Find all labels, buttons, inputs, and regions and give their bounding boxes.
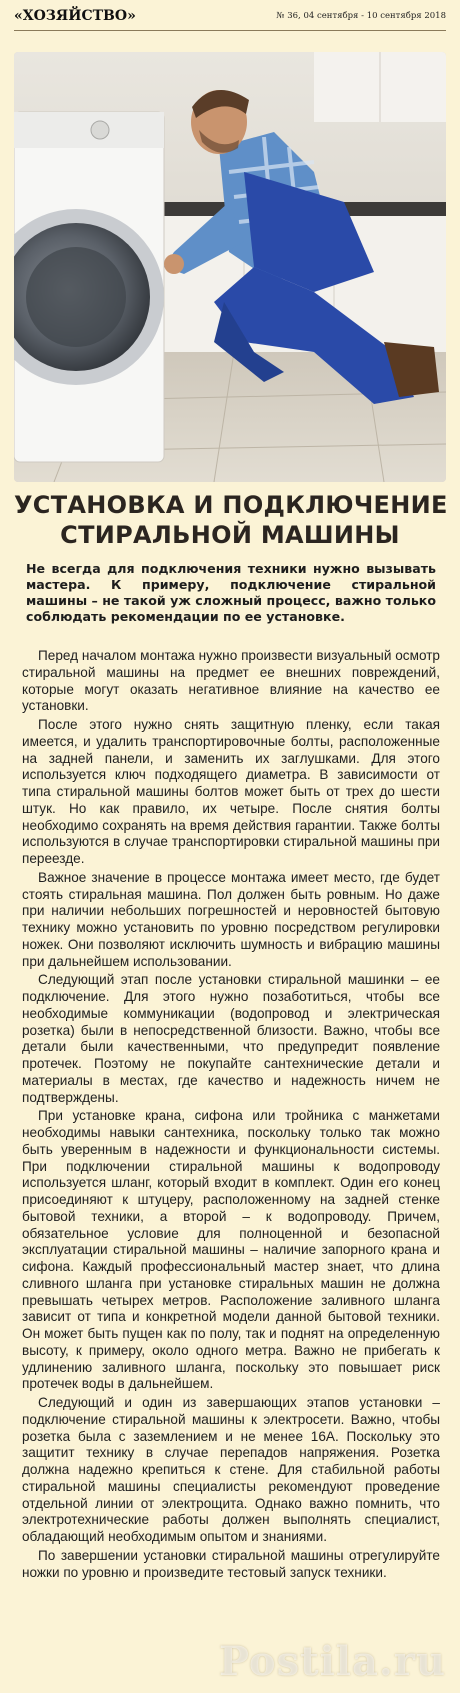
- paragraph: После этого нужно снять защитную пленку, если такая имеется, и удалить транспортировочные болты, расположенные на задней панели, и заменить их заглушками. Для этого используется ключ подходящего диаметра. В зависимости от типа стиральной машины болтов может быть от трех до шести штук. Но как правило, их четыре. После снятия болты необходимо сохранять на время действия гарантии. Также болты используются в случае транспортировки стиральной машины при переезде.: [22, 717, 440, 866]
- page-header: [14, 8, 446, 31]
- paragraph: Перед началом монтажа нужно произвести визуальный осмотр стиральной машины на предмет ее внешних повреждений, которые могут оказать негативное влияние на качество ее установки.: [22, 648, 440, 714]
- article-lead: Не всегда для подключения техники нужно вызывать мастера. К примеру, подключение стиральной машины – не такой уж сложный процесс, важно только соблюдать рекомендации по ее установке.: [26, 561, 436, 624]
- article-body: [22, 648, 440, 1583]
- title-line-1: УСТАНОВКА И ПОДКЛЮЧЕНИЕ: [14, 491, 448, 519]
- photo-illustration: [14, 52, 446, 482]
- section-name: «ХОЗЯЙСТВО»: [14, 8, 136, 24]
- paragraph: При установке крана, сифона или тройника с манжетами необходимы навыки сантехника, поскольку только так можно быть уверенным в надежности и функциональности системы. При подключении стиральной машины к водопроводу используется шланг, который входит в комплект. Один его конец присоединяют к штуцеру, расположенному на задней стенке бытовой техники, а второй – к водопроводу. Причем, обязательное условие для полноценной и безопасной эксплуатации стиральной машины – наличие запорного крана и сифона. Каждый профессиональный мастер знает, что длина сливного шланга при установке стиральных машин не должна превышать четырех метров. Расположение заливного шланга зависит от типа и конкретной модели данной бытовой техники. Он может быть пущен как по полу, так и поднят на определенную высоту, к примеру, около одного метра. Важно не прибегать к удлинению заливного шланга, поскольку это повышает риск протечек воды в дальнейшем.: [22, 1108, 440, 1392]
- title-line-2: СТИРАЛЬНОЙ МАШИНЫ: [60, 521, 400, 549]
- article-photo: [14, 52, 446, 482]
- paragraph: Следующий и один из завершающих этапов установки – подключение стиральной машины к электросети. Важно, чтобы розетка была с заземлением и не менее 16А. Поскольку это защитит технику в случае перепадов напряжения. Розетка должна надежно крепиться к стене. Для стабильной работы стиральной машины специалисты рекомендуют проведение отдельной линии от электрощита. Однако важно помнить, что электротехнические работы должен выполнять специалист, обладающий необходимым опытом и знаниями.: [22, 1395, 440, 1544]
- issue-info: № 36, 04 сентября - 10 сентября 2018: [276, 11, 446, 21]
- paragraph: Следующий этап после установки стиральной машинки – ее подключение. Для этого нужно позаботиться, чтобы все необходимые коммуникации (водопровод и электрическая розетка) были в непосредственной близости. Важно, чтобы все детали были качественными, что предупредит появление протечек. Поэтому не покупайте сантехнические детали и материалы в местах, где качество и надежность ничем не подтверждены.: [22, 972, 440, 1105]
- watermark: Postila.ru: [218, 1638, 446, 1685]
- article-title: [14, 490, 446, 550]
- paragraph: По завершении установки стиральной машины отрегулируйте ножки по уровню и произведите тестовый запуск техники.: [22, 1547, 440, 1580]
- paragraph: Важное значение в процессе монтажа имеет место, где будет стоять стиральная машина. Пол должен быть ровным. Но даже при наличии небольших погрешностей и неровностей бытовую технику можно установить по уровню посредством регулировки ножек. Они позволяют исключить шумность и вибрацию машины при дальнейшем использовании.: [22, 869, 440, 969]
